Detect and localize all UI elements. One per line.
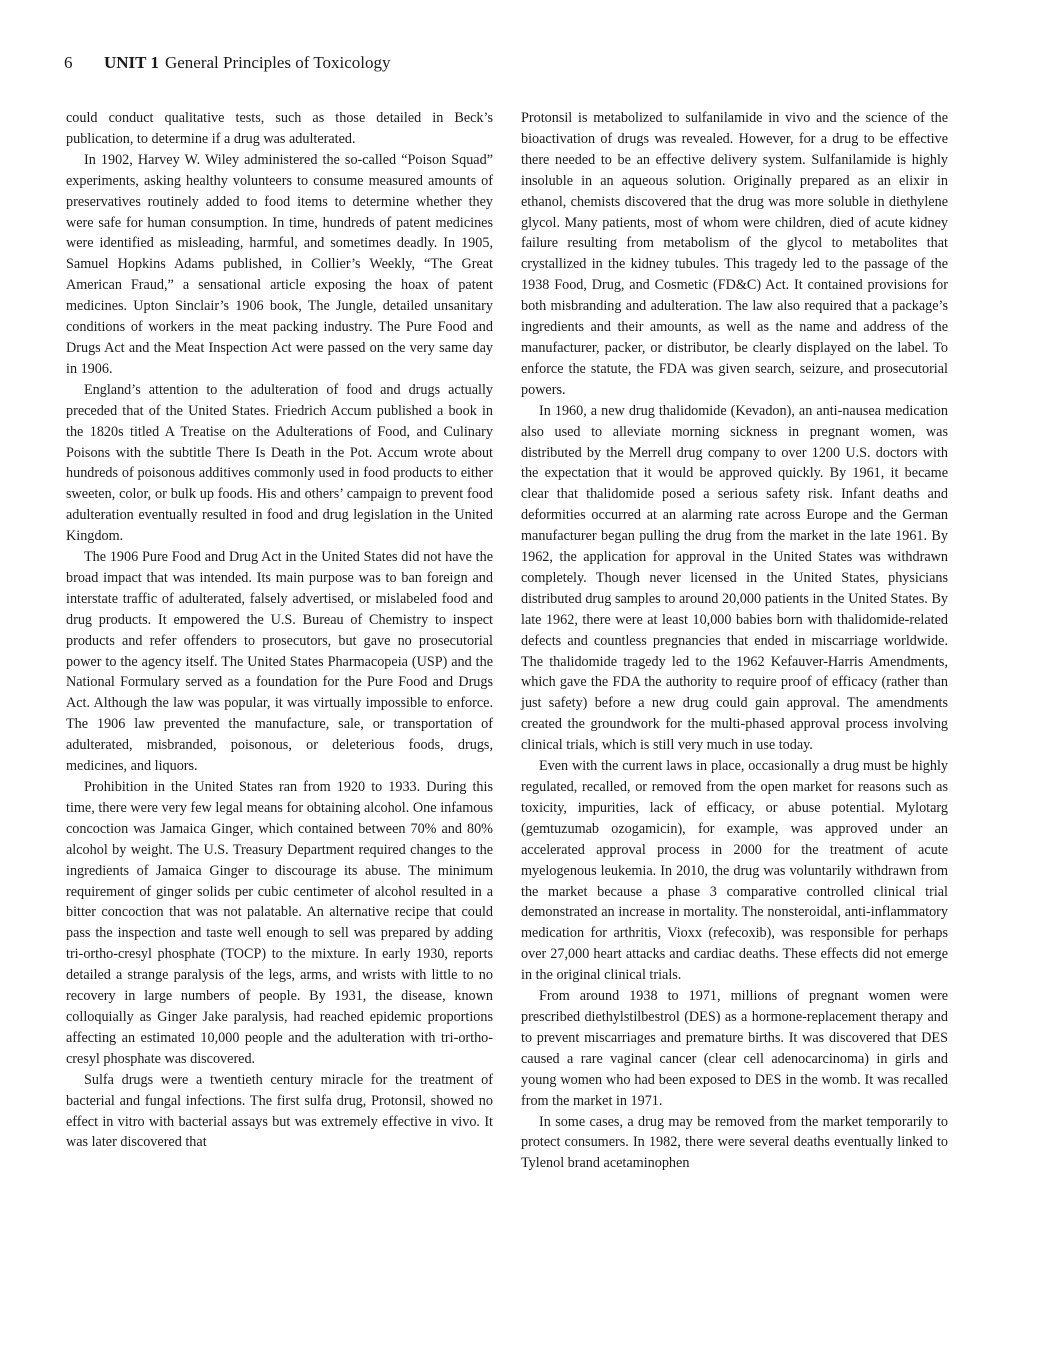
paragraph: In some cases, a drug may be removed from the market temporarily to protect consumers. In 1982, there were several deaths eventually linked to Tylenol brand acetaminophen bbox=[521, 1113, 948, 1172]
paragraph: Even with the current laws in place, occasionally a drug must be highly regulated, recalled, or removed from the open market for reasons such as toxicity, impurities, lack of efficacy, or abuse potential. Mylotarg (gemtuzumab ozogamicin), for example, was approved under an accelerated approval process in 2000 for the treatment of acute myelogenous leukemia. In 2010, the drug was voluntarily withdrawn from the market because a phase 3 comparative controlled clinical trial demonstrated an increase in mortality. The nonsteroidal, anti-inflammatory medication for arthritis, Vioxx (refecoxib), was responsible for perhaps over 27,000 heart attacks and cardiac deaths. These effects did not emerge in the original clinical trials. bbox=[521, 758, 948, 984]
unit-label: UNIT 1 bbox=[104, 53, 159, 72]
paragraph: In 1902, Harvey W. Wiley administered the so-called “Poison Squad” experiments, asking healthy volunteers to consume measured amounts of preservatives routinely added to food items to determine whether they were safe for human consumption. In time, hundreds of patent medicines were identified as misleading, harmful, and sometimes deadly. In 1905, Samuel Hopkins Adams published, in Collier’s Weekly, “The Great American Fraud,” a sensational article exposing the hoax of patent medicines. Upton Sinclair’s 1906 book, The Jungle, detailed unsanitary conditions of workers in the meat packing industry. The Pure Food and Drugs Act and the Meat Inspection Act were passed on the very same day in 1906. bbox=[66, 151, 493, 377]
paragraph: Prohibition in the United States ran from 1920 to 1933. During this time, there were very few legal means for obtaining alcohol. One infamous concoction was Jamaica Ginger, which contained between 70% and 80% alcohol by weight. The U.S. Treasury Department required changes to the ingredients of Jamaica Ginger to discourage its abuse. The minimum requirement of ginger solids per cubic centimeter of alcohol resulted in a bitter concoction that was not palatable. An alternative recipe that could pass the inspection and taste well enough to sell was prepared by adding tri-ortho-cresyl phosphate (TOCP) to the mixture. In early 1930, reports detailed a strange paralysis of the legs, arms, and wrists with little to no recovery in large numbers of people. By 1931, the disease, known colloquially as Ginger Jake paralysis, had reached epidemic proportions affecting an estimated 10,000 people and the adulteration with tri-ortho-cresyl phosphate was discovered. bbox=[66, 779, 493, 1067]
paragraph: In 1960, a new drug thalidomide (Kevadon), an anti-nausea medication also used to alleviate morning sickness in pregnant women, was distributed by the Merrell drug company to over 1200 U.S. doctors with the expectation that it would be approved quickly. By 1961, it became clear that thalidomide posed a serious safety risk. Infant deaths and deformities occurred at an alarming rate across Europe and the German manufacturer began pulling the drug from the market in the late 1961. By 1962, the application for approval in the United States was withdrawn completely. Though never licensed in the United States, physicians distributed drug samples to around 20,000 patients in the United States. By late 1962, there were at least 10,000 babies born with thalidomide-related defects and countless pregnancies that ended in miscarriage worldwide. The thalidomide tragedy led to the 1962 Kefauver-Harris Amendments, which gave the FDA the authority to require proof of efficacy (rather than just safety) before a new drug could gain approval. The amendments created the groundwork for the multi-phased approval process involving clinical trials, which is still very much in use today. bbox=[521, 402, 948, 754]
paragraph: The 1906 Pure Food and Drug Act in the United States did not have the broad impact that was intended. Its main purpose was to ban foreign and interstate traffic of adulterated, falsely advertised, or mislabeled food and drug products. It empowered the U.S. Bureau of Chemistry to inspect products and refer offenders to prosecutors, but gave no prosecutorial power to the agency itself. The United States Pharmacopeia (USP) and the National Formulary served as a foundation for the Pure Food and Drugs Act. Although the law was popular, it was virtually impossible to enforce. The 1906 law prevented the manufacture, sale, or transportation of adulterated, misbranded, poisonous, or deleterious foods, drugs, medicines, and liquors. bbox=[66, 549, 493, 775]
running-header bbox=[64, 52, 987, 76]
page-number: 6 bbox=[64, 53, 73, 72]
paragraph: Protonsil is metabolized to sulfanilamide in vivo and the science of the bioactivation of drugs was revealed. However, for a drug to be effective there needed to be an effective delivery system. Sulfanilamide is highly insoluble in an aqueous solution. Originally prepared as an elixir in ethanol, chemists discovered that the drug was more soluble in diethylene glycol. Many patients, most of whom were children, died of acute kidney failure resulting from metabolism of the glycol to metabolites that crystallized in the kidney tubules. This tragedy led to the passage of the 1938 Food, Drug, and Cosmetic (FD&C) Act. It contained provisions for both misbranding and adulteration. The law also required that a package’s ingredients and their amounts, as well as the name and address of the manufacturer, packer, or distributor, be clearly displayed on the label. To enforce the statute, the FDA was given search, seizure, and prosecutorial powers. bbox=[521, 110, 948, 398]
paragraph: Sulfa drugs were a twentieth century miracle for the treatment of bacterial and fungal infections. The first sulfa drug, Protonsil, showed no effect in vitro with bacterial assays but was extremely effective in vivo. It was later discovered that bbox=[66, 1071, 493, 1151]
chapter-title: General Principles of Toxicology bbox=[164, 53, 391, 72]
paragraph: From around 1938 to 1971, millions of pregnant women were prescribed diethylstilbestrol (DES) as a hormone-replacement therapy and to prevent miscarriages and premature births. It was discovered that DES caused a rare vaginal cancer (clear cell adenocarcinoma) in girls and young women who had been exposed to DES in the womb. It was recalled from the market in 1971. bbox=[521, 988, 948, 1109]
paragraph: England’s attention to the adulteration of food and drugs actually preceded that of the United States. Friedrich Accum published a book in the 1820s titled A Treatise on the Adulterations of Food, and Culinary Poisons with the subtitle There Is Death in the Pot. Accum wrote about hundreds of poisonous additives commonly used in food products to either sweeten, color, or bulk up foods. His and others’ campaign to prevent food adulteration eventually resulted in food and drug legislation in the United Kingdom. bbox=[66, 381, 493, 545]
paragraph: could conduct qualitative tests, such as those detailed in Beck’s publication, to determine if a drug was adulterated. bbox=[66, 110, 493, 147]
left-column bbox=[66, 108, 493, 1153]
right-column bbox=[521, 108, 948, 1174]
